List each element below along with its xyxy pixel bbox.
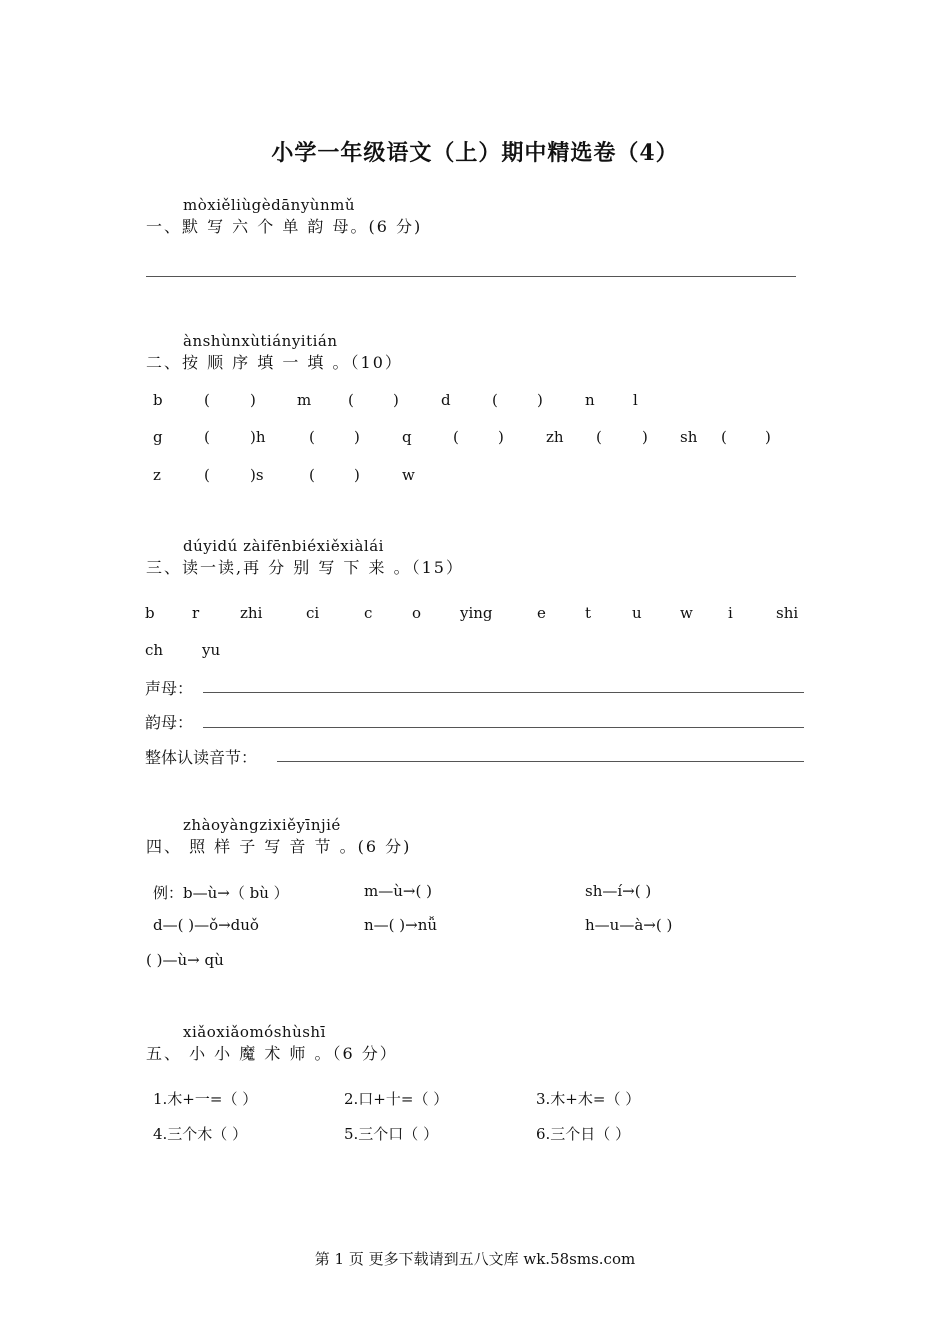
q3-r1-item: e bbox=[537, 604, 546, 622]
q2-pinyin: ànshùnxùtiányitián bbox=[183, 332, 338, 350]
q2-r2-item: zh bbox=[546, 428, 564, 446]
q5-item: 4.三个木（ ） bbox=[153, 1125, 248, 1143]
q4-question: 四、 照 样 子 写 音 节 。(6 分) bbox=[146, 837, 412, 856]
q2-r2-item: )h bbox=[250, 428, 266, 446]
page-footer: 第 1 页 更多下载请到五八文库 wk.58sms.com bbox=[314, 1250, 636, 1268]
q2-r1-item: ) bbox=[250, 391, 256, 409]
q2-r1-item: b bbox=[153, 391, 163, 409]
q2-r1-item: d bbox=[441, 391, 451, 409]
q2-r2-item: q bbox=[402, 428, 412, 446]
q4-pinyin: zhàoyàngzixiěyīnjié bbox=[183, 816, 341, 834]
q5-question: 五、 小 小 魔 术 师 。（6 分） bbox=[146, 1044, 398, 1063]
q2-r3-item: ) bbox=[354, 466, 360, 484]
q2-r1-item: ( bbox=[492, 391, 498, 409]
q4-item: d—( )—ǒ→duǒ bbox=[153, 916, 259, 934]
q3-pinyin: dúyidú zàifēnbiéxiěxiàlái bbox=[183, 537, 384, 555]
q4-item: ( )—ù→ qù bbox=[146, 951, 224, 969]
whole-syllables-answer-line[interactable] bbox=[277, 761, 804, 762]
whole-syllables-label: 整体认读音节： bbox=[145, 748, 258, 767]
q2-row-2 bbox=[0, 428, 950, 450]
q2-row-1 bbox=[0, 391, 950, 413]
q3-r1-item: r bbox=[192, 604, 200, 622]
q3-r1-item: i bbox=[728, 604, 733, 622]
q2-r2-item: ( bbox=[453, 428, 459, 446]
q2-r2-item: ) bbox=[765, 428, 771, 446]
q3-r1-item: c bbox=[364, 604, 373, 622]
q2-row-3 bbox=[0, 466, 950, 488]
q3-r1-item: b bbox=[145, 604, 155, 622]
q5-item: 3.木+木=（ ） bbox=[536, 1090, 641, 1108]
q3-r1-item: shi bbox=[776, 604, 799, 622]
q2-r3-item: w bbox=[402, 466, 415, 484]
q3-row-1 bbox=[0, 604, 950, 626]
q4-item: m—ù→( ) bbox=[364, 882, 432, 900]
q2-r3-item: ( bbox=[204, 466, 210, 484]
q4-item: sh—í→( ) bbox=[585, 882, 652, 900]
q2-r2-item: ( bbox=[721, 428, 727, 446]
q2-r1-item: l bbox=[633, 391, 638, 409]
q2-r1-item: ( bbox=[348, 391, 354, 409]
q2-r2-item: ( bbox=[596, 428, 602, 446]
q3-r1-item: w bbox=[680, 604, 693, 622]
q3-r1-item: o bbox=[412, 604, 422, 622]
q2-r2-item: ( bbox=[309, 428, 315, 446]
q3-r1-item: zhi bbox=[240, 604, 263, 622]
q2-r1-item: ( bbox=[204, 391, 210, 409]
q5-pinyin: xiǎoxiǎomóshùshī bbox=[183, 1023, 326, 1041]
q2-r1-item: n bbox=[585, 391, 595, 409]
initials-label: 声母： bbox=[145, 679, 194, 698]
q2-r2-item: sh bbox=[680, 428, 698, 446]
q1-pinyin: mòxiěliùgèdānyùnmǔ bbox=[183, 196, 356, 214]
finals-label: 韵母： bbox=[145, 713, 194, 732]
q2-r1-item: ) bbox=[537, 391, 543, 409]
q2-r2-item: ( bbox=[204, 428, 210, 446]
q2-r2-item: ) bbox=[642, 428, 648, 446]
initials-answer-line[interactable] bbox=[203, 692, 804, 693]
q2-r1-item: ) bbox=[393, 391, 399, 409]
finals-answer-line[interactable] bbox=[203, 727, 804, 728]
q2-r1-item: m bbox=[297, 391, 312, 409]
q2-r3-item: )s bbox=[250, 466, 264, 484]
q2-r2-item: ) bbox=[498, 428, 504, 446]
q5-item: 5.三个口（ ） bbox=[344, 1125, 439, 1143]
q2-question: 二、按 顺 序 填 一 填 。（10） bbox=[146, 353, 403, 372]
q5-item: 2.口+十=（ ） bbox=[344, 1090, 449, 1108]
q2-r2-item: g bbox=[153, 428, 163, 446]
q2-r3-item: z bbox=[153, 466, 161, 484]
q2-r2-item: ) bbox=[354, 428, 360, 446]
q4-example: 例：b—ù→（ bù ） bbox=[153, 884, 289, 902]
q5-item: 1.木+一=（ ） bbox=[153, 1090, 258, 1108]
q3-row-2 bbox=[0, 641, 950, 663]
q1-question: 一、默 写 六 个 单 韵 母。(6 分) bbox=[146, 217, 423, 236]
q3-r2-item: yu bbox=[202, 641, 221, 659]
q3-question: 三、读一读,再 分 别 写 下 来 。（15） bbox=[146, 558, 464, 577]
q3-r2-item: ch bbox=[145, 641, 164, 659]
page-title: 小学一年级语文（上）期中精选卷（4） bbox=[271, 140, 679, 166]
q2-r3-item: ( bbox=[309, 466, 315, 484]
q5-item: 6.三个日（ ） bbox=[536, 1125, 631, 1143]
q3-r1-item: ying bbox=[460, 604, 493, 622]
q1-answer-line[interactable] bbox=[146, 276, 796, 277]
q3-r1-item: ci bbox=[306, 604, 320, 622]
q4-item: n—( )→nǚ bbox=[364, 916, 438, 934]
q4-item: h—u—à→( ) bbox=[585, 916, 673, 934]
q3-r1-item: t bbox=[585, 604, 592, 622]
q3-r1-item: u bbox=[632, 604, 642, 622]
